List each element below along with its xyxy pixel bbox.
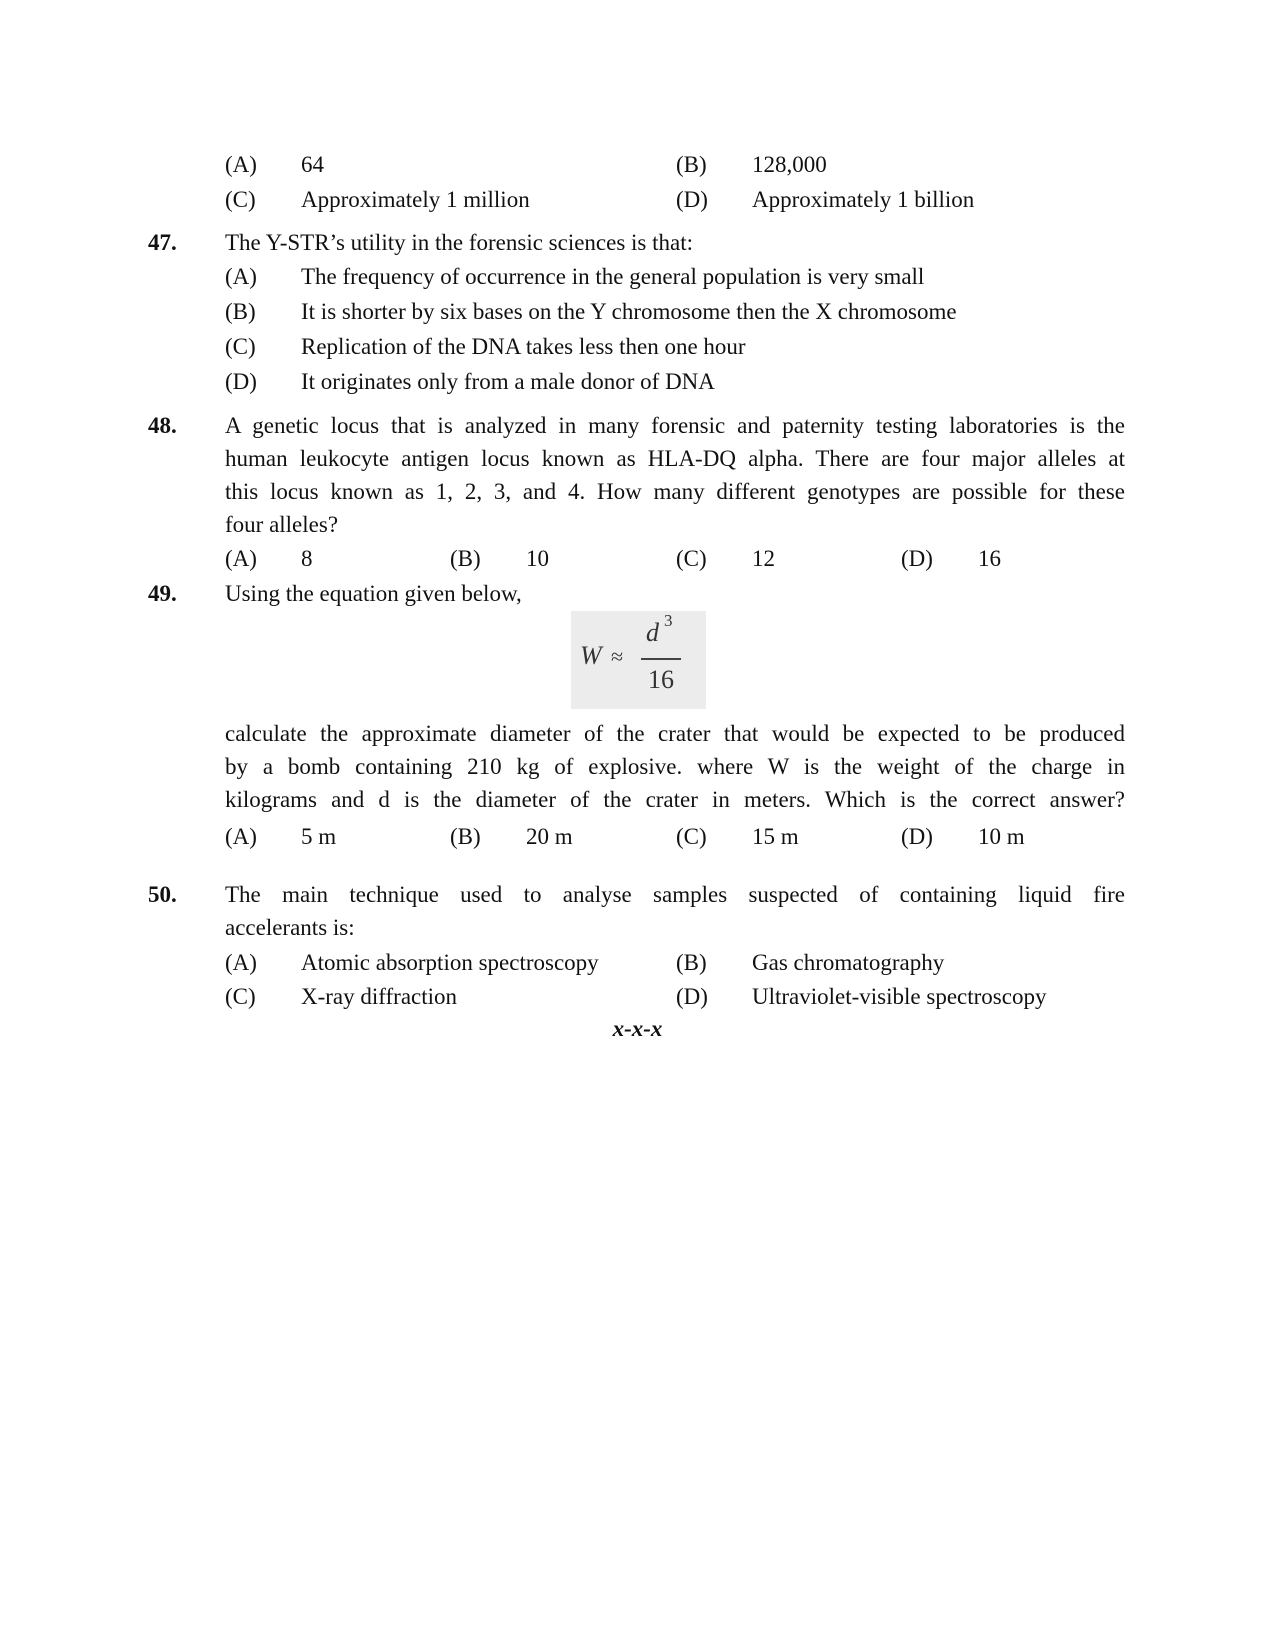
question-number-50: 50. [148, 882, 177, 907]
option-label: (B) [225, 299, 256, 324]
question-line: A genetic locus that is analyzed in many forensic and paternity testing laboratories is the [225, 413, 1125, 438]
option-text: 64 [301, 152, 324, 177]
end-of-paper-mark: x-x-x [612, 1016, 663, 1041]
option-label: (D) [676, 187, 708, 212]
question-line: four alleles? [225, 512, 339, 537]
option-text: The frequency of occurrence in the general population is very small [301, 264, 925, 289]
question-line: human leukocyte antigen locus known as HLA-DQ alpha. There are four major alleles at [225, 446, 1125, 471]
option-text: Ultraviolet-visible spectroscopy [752, 984, 1047, 1009]
option-label: (A) [225, 152, 257, 177]
option-label: (A) [225, 950, 257, 975]
q47-option-c [0, 330, 1275, 363]
option-label: (B) [676, 152, 707, 177]
q46-options-row-1 [0, 148, 1275, 181]
question-line: accelerants is: [225, 915, 355, 940]
option-text: Gas chromatography [752, 950, 945, 975]
option-text: X-ray diffraction [301, 984, 458, 1009]
formula-denominator: 16 [648, 665, 674, 694]
question-line: The main technique used to analyse samples suspected of containing liquid fire [225, 882, 1125, 907]
formula-numerator: d [646, 618, 659, 647]
question-number-48: 48. [148, 413, 177, 438]
option-label: (D) [901, 546, 933, 571]
option-text: 16 [978, 546, 1001, 571]
question-line: kilograms and d is the diameter of the crater in meters. Which is the correct answer? [225, 787, 1125, 812]
question-number-49: 49. [148, 581, 177, 606]
q46-options-row-2 [0, 183, 1275, 216]
formula-fraction-bar [641, 658, 681, 660]
option-label: (B) [676, 950, 707, 975]
q50-options-row-1 [0, 946, 1275, 979]
option-label: (C) [676, 824, 707, 849]
option-label: (A) [225, 264, 257, 289]
option-text: 8 [301, 546, 313, 571]
option-label: (A) [225, 824, 257, 849]
option-label: (D) [901, 824, 933, 849]
option-text: 5 m [301, 824, 337, 849]
question-line: this locus known as 1, 2, 3, and 4. How many different genotypes are possible for these [225, 479, 1125, 504]
q49-options-row [0, 820, 1275, 853]
q50-options-row-2 [0, 980, 1275, 1013]
option-label: (D) [676, 984, 708, 1009]
option-text: 12 [752, 546, 775, 571]
question-number-47: 47. [148, 230, 177, 255]
option-text: Approximately 1 billion [752, 187, 975, 212]
option-text: 10 m [978, 824, 1025, 849]
option-label: (D) [225, 369, 257, 394]
question-50-text [225, 878, 1125, 944]
option-text: 15 m [752, 824, 799, 849]
question-48-text [225, 409, 1125, 541]
option-label: (C) [225, 984, 256, 1009]
option-text: Atomic absorption spectroscopy [301, 950, 599, 975]
question-line: by a bomb containing 210 kg of explosive. where W is the weight of the charge in [225, 754, 1125, 779]
option-label: (A) [225, 546, 257, 571]
option-text: It is shorter by six bases on the Y chromosome then the X chromosome [301, 299, 957, 324]
option-label: (C) [225, 334, 256, 359]
q47-option-b [0, 295, 1275, 328]
option-text: It originates only from a male donor of DNA [301, 369, 715, 394]
question-49-text [225, 717, 1125, 816]
option-text: 128,000 [752, 152, 827, 177]
q48-options-row [0, 542, 1275, 575]
option-label: (C) [676, 546, 707, 571]
option-label: (B) [450, 546, 481, 571]
option-text: 20 m [526, 824, 573, 849]
question-49-intro: Using the equation given below, [225, 581, 522, 606]
option-label: (C) [225, 187, 256, 212]
option-label: (B) [450, 824, 481, 849]
formula-approx-sign: ≈ [611, 644, 624, 669]
option-text: 10 [526, 546, 549, 571]
q47-option-a [0, 260, 1275, 293]
question-line: calculate the approximate diameter of the crater that would be expected to be produced [225, 721, 1125, 746]
crater-formula-image [571, 611, 706, 709]
option-text: Approximately 1 million [301, 187, 530, 212]
q47-option-d [0, 365, 1275, 398]
formula-exponent: 3 [664, 611, 673, 630]
question-47-text: The Y-STR’s utility in the forensic sciences is that: [225, 230, 694, 255]
option-text: Replication of the DNA takes less then one hour [301, 334, 746, 359]
formula-lhs: W [580, 641, 602, 670]
